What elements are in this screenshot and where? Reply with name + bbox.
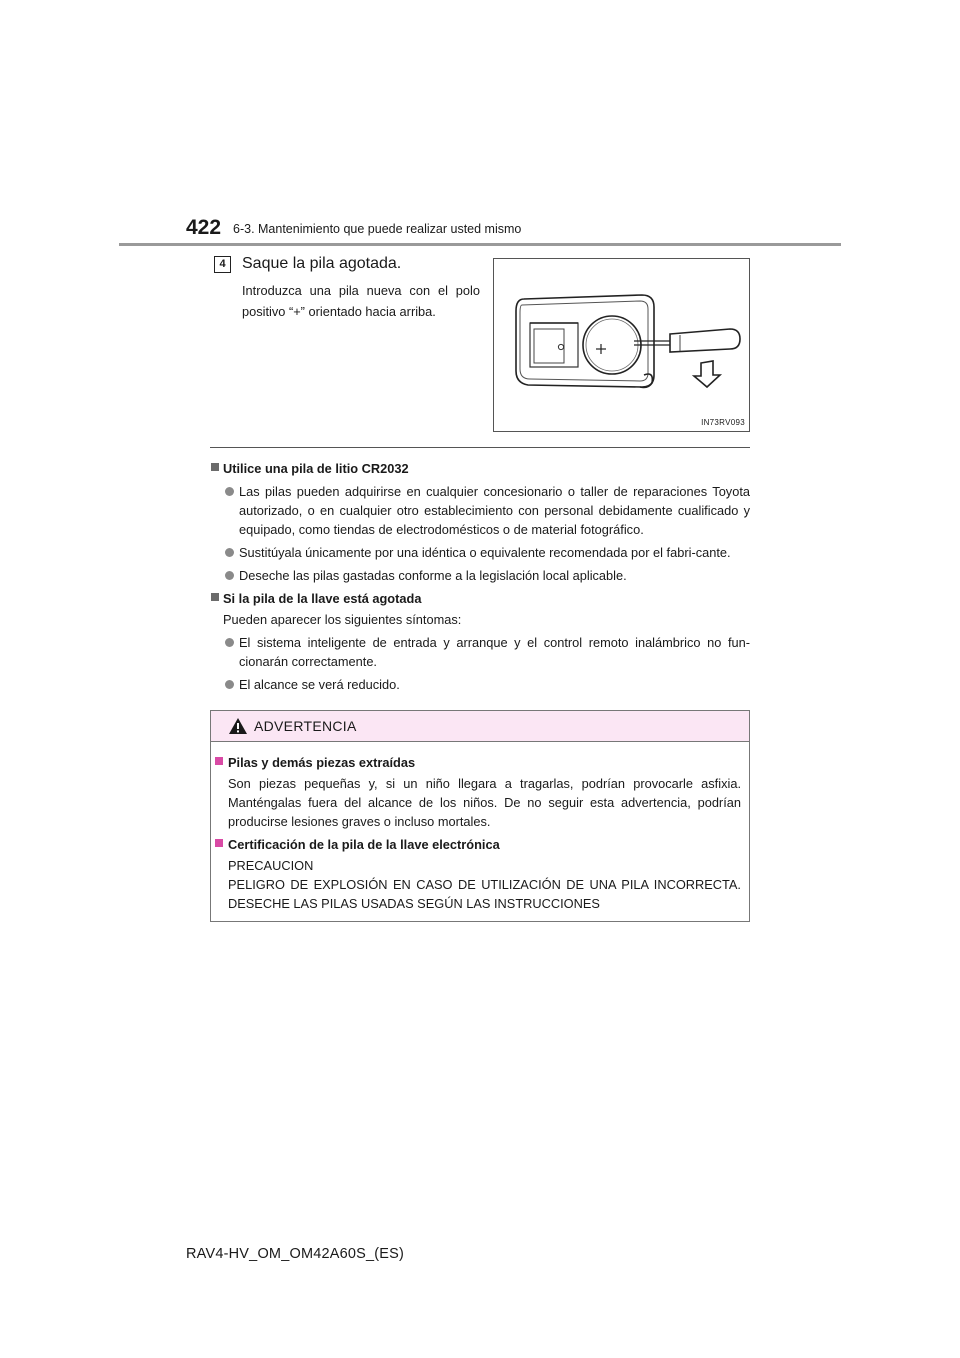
warning-heading-small-parts: Pilas y demás piezas extraídas — [211, 753, 749, 772]
note-intro: Pueden aparecer los siguientes síntomas: — [223, 612, 462, 627]
round-bullet-icon — [225, 487, 234, 496]
warning-heading-certification: Certificación de la pila de la llave electrónica — [211, 835, 749, 854]
warning-box — [210, 710, 750, 922]
list-item: Deseche las pilas gastadas conforme a la legislación local aplicable. — [210, 566, 750, 585]
step-title: Saque la pila agotada. — [242, 255, 402, 272]
section-divider — [210, 447, 750, 448]
square-bullet-icon — [211, 593, 219, 601]
square-bullet-icon — [215, 757, 223, 765]
notes-section — [210, 456, 750, 694]
header-rule — [119, 243, 841, 246]
round-bullet-icon — [225, 680, 234, 689]
warning-body — [211, 753, 749, 917]
list-item: Las pilas pueden adquirirse en cualquier concesionario o taller de reparaciones Toyota autorizado, o en cualquier otro establecimiento con personal debidamente cualificado y equipado, como tiendas de electrodomésticos o de material fotográfico. — [210, 482, 750, 539]
warning-text-caution-label: PRECAUCION — [228, 858, 314, 873]
warning-text-certification: PELIGRO DE EXPLOSIÓN EN CASO DE UTILIZACIÓN DE UNA PILA INCORRECTA. DESECHE LAS PILAS USADAS SEGÚN LAS INSTRUCCIONES — [228, 877, 741, 911]
round-bullet-icon — [225, 638, 234, 647]
round-bullet-icon — [225, 548, 234, 557]
warning-header — [211, 711, 749, 742]
square-bullet-icon — [215, 839, 223, 847]
round-bullet-icon — [225, 571, 234, 580]
warning-text-small-parts: Son piezas pequeñas y, si un niño llegara a tragarlas, podrían provocarle asfixia. Manténgalas fuera del alcance de los niños. De no seguir esta advertencia, podrían producirse lesiones graves o incluso mortales. — [228, 776, 741, 829]
note-heading-battery-type: Utilice una pila de litio CR2032 — [210, 459, 750, 478]
warning-title: ADVERTENCIA — [254, 718, 357, 734]
square-bullet-icon — [211, 463, 219, 471]
warning-triangle-icon — [228, 717, 248, 735]
note-heading-battery-depleted: Si la pila de la llave está agotada — [210, 589, 750, 608]
coin-battery-illustration — [583, 316, 641, 374]
model-code: RAV4-HV_OM_OM42A60S_(ES) — [186, 1246, 405, 1262]
battery-replacement-figure — [493, 258, 750, 432]
battery-figure-illustration — [494, 259, 749, 431]
list-item: El alcance se verá reducido. — [210, 675, 750, 694]
step-description: Introduzca una pila nueva con el polo positivo “+” orientado hacia arriba. — [242, 283, 480, 319]
figure-code: IN73RV093 — [701, 418, 745, 427]
page-number: 422 — [186, 216, 222, 239]
list-item: El sistema inteligente de entrada y arranque y el control remoto inalámbrico no fun-cionarán correctamente. — [210, 633, 750, 671]
step-number-badge: 4 — [214, 256, 231, 273]
list-item: Sustitúyala únicamente por una idéntica o equivalente recomendada por el fabri-cante. — [210, 543, 750, 562]
section-title: 6-3. Mantenimiento que puede realizar usted mismo — [233, 222, 522, 236]
down-arrow-icon — [694, 361, 720, 387]
